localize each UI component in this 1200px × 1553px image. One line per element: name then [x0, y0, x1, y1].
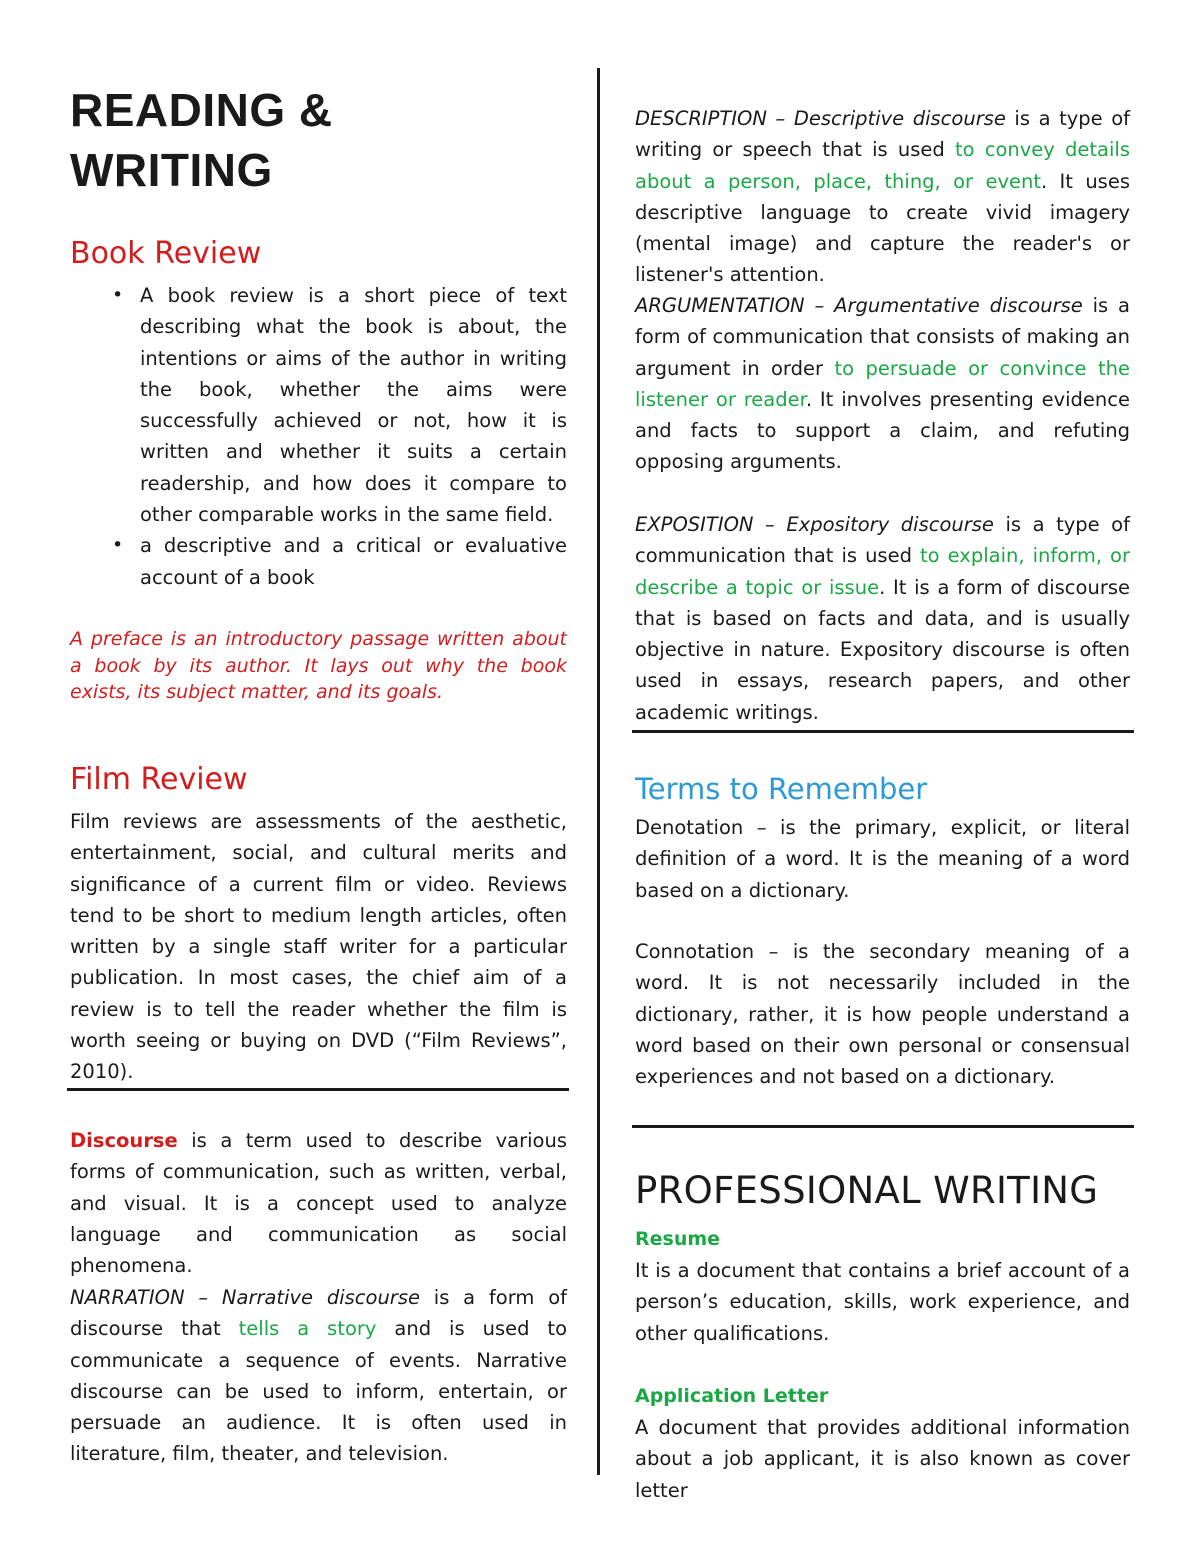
argumentation-pre: is a form of communication that consists of making an argument in order — [635, 294, 1130, 380]
column-divider — [597, 68, 600, 1475]
page-title-line2: WRITING — [70, 144, 273, 196]
description-paragraph — [635, 103, 1130, 291]
narration-label: NARRATION – Narrative discourse — [70, 1286, 420, 1309]
discourse-text: is a term used to describe various forms of communication, such as written, verbal, and visual. It is a concept used to analyze language and communication as social phenomena. — [70, 1129, 567, 1278]
bullet-icon: • — [112, 534, 124, 557]
argumentation-post: . It involves presenting evidence and facts to support a claim, and refuting opposing arguments. — [635, 387, 1131, 474]
list-item — [70, 530, 567, 593]
exposition-pre: is a type of communication that is used — [635, 513, 1130, 568]
description-highlight: to convey details about a person, place, thing, or event — [635, 138, 1130, 193]
film-review-heading: Film Review — [70, 762, 248, 797]
resume-text: It is a document that contains a brief account of a person’s education, skills, work experience, and other qualifications. — [635, 1259, 1130, 1345]
page-title — [70, 80, 333, 200]
film-review-text: Film reviews are assessments of the aesthetic, entertainment, social, and cultural merits and significance of a current film or video. Reviews tend to be short to medium length articles, often written by a single staff writer for a particular publication. In most cases, the chief aim of a review is to tell the reader whether the film is worth seeing or buying on DVD (“Film Reviews”, 2010). — [70, 810, 567, 1084]
exposition-paragraph — [635, 509, 1130, 728]
book-review-heading: Book Review — [70, 236, 262, 271]
page-title-line1: READING & — [70, 84, 333, 136]
book-review-list — [70, 280, 567, 593]
discourse-definition — [70, 1125, 567, 1281]
description-label: DESCRIPTION – Descriptive discourse — [635, 107, 1006, 130]
argumentation-paragraph — [635, 290, 1130, 478]
exposition-highlight: to explain, inform, or describe a topic or issue — [635, 544, 1130, 599]
description-post: . It uses descriptive language to create vivid imagery (mental image) and capture the reader's or listener's attention. — [635, 169, 1130, 287]
narration-paragraph — [70, 1282, 567, 1470]
preface-note: A preface is an introductory passage written about a book by its author. It lays out why the book exists, its subject matter, and its goals. — [70, 628, 567, 703]
connotation-definition: Connotation – is the secondary meaning of a word. It is not necessarily included in the dictionary, rather, it is how people understand a word based on their own personal or consensual experiences and not based on a dictionary. — [635, 940, 1130, 1089]
professional-writing-heading: PROFESSIONAL WRITING — [635, 1169, 1099, 1212]
bullet-text: a descriptive and a critical or evaluative account of a book — [140, 534, 567, 589]
bullet-icon: • — [112, 284, 124, 306]
description-pre: is a type of writing or speech that is used — [635, 107, 1130, 162]
resume-heading: Resume — [635, 1228, 721, 1250]
divider — [632, 730, 1134, 733]
bullet-text: A book review is a short piece of text describing what the book is about, the intentions or aims of the author in writing the book, whether the aims were successfully achieved or not, how it is written and whether it suits a certain readership, and how does it compare to other comparable works in the same field. — [140, 284, 567, 527]
application-letter-text: A document that provides additional information about a job applicant, it is also known as cover letter — [635, 1416, 1130, 1502]
argumentation-label: ARGUMENTATION – Argumentative discourse — [635, 294, 1083, 317]
narration-post: and is used to communicate a sequence of events. Narrative discourse can be used to inform, entertain, or persuade an audience. It is often used in literature, film, theater, and television. — [70, 1317, 568, 1466]
divider — [632, 1125, 1134, 1128]
denotation-definition: Denotation – is the primary, explicit, or literal definition of a word. It is the meaning of a word based on a dictionary. — [635, 816, 1130, 902]
terms-heading: Terms to Remember — [635, 772, 928, 806]
exposition-label: EXPOSITION – Expository discourse — [635, 513, 994, 536]
divider — [67, 1088, 569, 1091]
narration-highlight: tells a story — [238, 1317, 377, 1341]
exposition-post: . It is a form of discourse that is based on facts and data, and is usually objective in nature. Expository discourse is often used in essays, research papers, and other academic writings. — [635, 575, 1130, 724]
application-letter-heading: Application Letter — [635, 1385, 829, 1407]
argumentation-highlight: to persuade or convince the listener or reader — [635, 356, 1130, 411]
discourse-term: Discourse — [70, 1129, 178, 1152]
list-item — [70, 280, 567, 530]
narration-pre: is a form of discourse that — [70, 1286, 567, 1341]
